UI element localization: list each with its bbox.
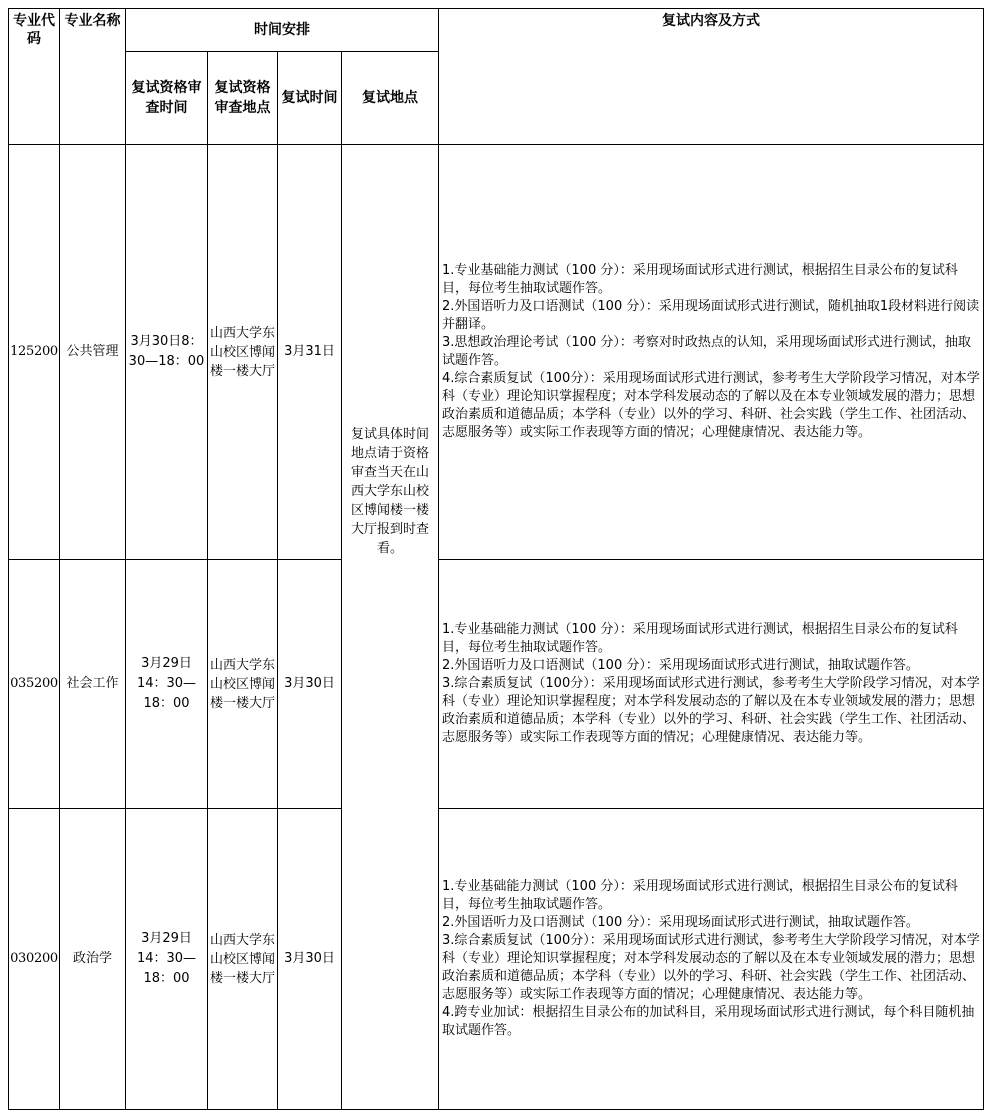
exam-content <box>439 145 984 560</box>
table-row <box>9 809 984 1110</box>
exam-place: 复试具体时间地点请于资格审查当天在山西大学东山校区博闻楼一楼大厅报到时查看。 <box>342 145 439 1110</box>
exam-content <box>439 809 984 1110</box>
exam-content <box>439 560 984 809</box>
retest-schedule-table <box>8 8 984 1110</box>
qual-place: 山西大学东山校区博闻楼一楼大厅 <box>208 145 278 560</box>
major-code: 030200 <box>9 809 60 1110</box>
exam-time: 3月30日 <box>278 809 342 1110</box>
exam-time: 3月31日 <box>278 145 342 560</box>
content-item: 1.专业基础能力测试（100 分）：采用现场面试形式进行测试，根据招生目录公布的复试科目，每位考生抽取试题作答。 <box>442 263 958 296</box>
qual-time: 3月29日14：30—18：00 <box>126 809 208 1110</box>
header-row-top <box>9 9 984 52</box>
exam-time: 3月30日 <box>278 560 342 809</box>
content-item: 4.综合素质复试（100分）：采用现场面试形式进行测试，参考考生大学阶段学习情况，对本学科（专业）理论知识掌握程度；对本学科发展动态的了解以及在本专业领域发展的潜力；思想政治素质和道德品质；本学科（专业）以外的学习、科研、社会实践（学生工作、社团活动、志愿服务等）或实际工作表现等方面的情况；心理健康情况、表达能力等。 <box>442 371 980 440</box>
content-item: 4.跨专业加试：根据招生目录公布的加试科目，采用现场面试形式进行测试，每个科目随机抽取试题作答。 <box>442 1005 975 1038</box>
qual-place: 山西大学东山校区博闻楼一楼大厅 <box>208 809 278 1110</box>
table-row <box>9 560 984 809</box>
header-exam-place: 复试地点 <box>342 52 439 145</box>
content-item: 1.专业基础能力测试（100 分）：采用现场面试形式进行测试，根据招生目录公布的复试科目，每位考生抽取试题作答。 <box>442 622 958 655</box>
content-item: 2.外国语听力及口语测试（100 分）：采用现场面试形式进行测试，抽取试题作答。 <box>442 658 919 673</box>
header-qual-place: 复试资格审查地点 <box>208 52 278 145</box>
major-code: 035200 <box>9 560 60 809</box>
header-qual-time: 复试资格审查时间 <box>126 52 208 145</box>
content-item: 3.思想政治理论考试（100 分）：考察对时政热点的认知，采用现场面试形式进行测试，抽取试题作答。 <box>442 335 971 368</box>
content-item: 3.综合素质复试（100分）：采用现场面试形式进行测试，参考考生大学阶段学习情况，对本学科（专业）理论知识掌握程度；对本学科发展动态的了解以及在本专业领域发展的潜力；思想政治素质和道德品质；本学科（专业）以外的学习、科研、社会实践（学生工作、社团活动、志愿服务等）或实际工作表现等方面的情况；心理健康情况、表达能力等。 <box>442 933 980 1002</box>
header-exam-time: 复试时间 <box>278 52 342 145</box>
header-schedule: 时间安排 <box>126 9 439 52</box>
major-code: 125200 <box>9 145 60 560</box>
content-item: 1.专业基础能力测试（100 分）：采用现场面试形式进行测试，根据招生目录公布的复试科目，每位考生抽取试题作答。 <box>442 879 958 912</box>
qual-time: 3月29日14：30—18：00 <box>126 560 208 809</box>
header-code: 专业代码 <box>9 9 60 145</box>
content-item: 3.综合素质复试（100分）：采用现场面试形式进行测试，参考考生大学阶段学习情况，对本学科（专业）理论知识掌握程度；对本学科发展动态的了解以及在本专业领域发展的潜力；思想政治素质和道德品质；本学科（专业）以外的学习、科研、社会实践（学生工作、社团活动、志愿服务等）或实际工作表现等方面的情况；心理健康情况、表达能力等。 <box>442 676 980 745</box>
major-name: 社会工作 <box>60 560 126 809</box>
table-row <box>9 145 984 560</box>
qual-place: 山西大学东山校区博闻楼一楼大厅 <box>208 560 278 809</box>
content-item: 2.外国语听力及口语测试（100 分）：采用现场面试形式进行测试，抽取试题作答。 <box>442 915 919 930</box>
content-item: 2.外国语听力及口语测试（100 分）：采用现场面试形式进行测试，随机抽取1段材料进行阅读并翻译。 <box>442 299 980 332</box>
qual-time: 3月30日8：30—18：00 <box>126 145 208 560</box>
major-name: 政治学 <box>60 809 126 1110</box>
header-name: 专业名称 <box>60 9 126 145</box>
major-name: 公共管理 <box>60 145 126 560</box>
header-content: 复试内容及方式 <box>439 9 984 145</box>
